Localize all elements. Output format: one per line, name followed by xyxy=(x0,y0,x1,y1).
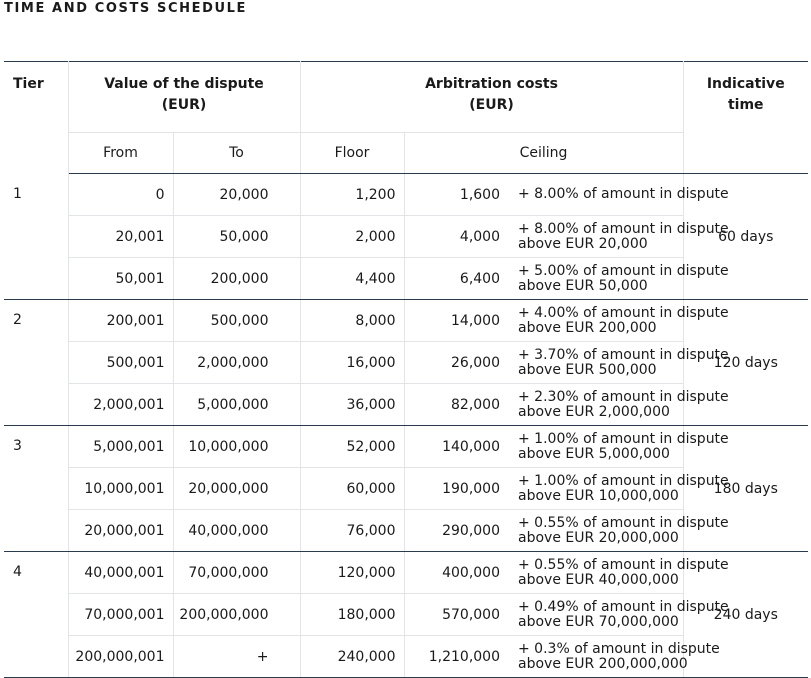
ceiling-note-line2: above EUR 200,000 xyxy=(518,319,657,336)
ceiling-note xyxy=(518,510,729,552)
ceiling-note-line2: above EUR 40,000,000 xyxy=(518,571,679,588)
from-cell: 40,000,001 xyxy=(68,552,173,594)
ceiling-cell: 26,000 xyxy=(404,342,518,384)
floor-cell: 2,000 xyxy=(300,216,404,258)
ceiling-cell: 140,000 xyxy=(442,438,500,455)
ceiling-note-line1: + 0.3% of amount in dispute xyxy=(518,640,720,657)
indicative-time-cell: 120 days xyxy=(683,300,808,426)
ceiling-cell: 6,400 xyxy=(404,258,518,300)
ceiling-cell: 290,000 xyxy=(404,510,518,552)
to-cell: 200,000,000 xyxy=(173,594,300,636)
floor-cell: 1,200 xyxy=(300,174,404,216)
ceiling-note-line2: above EUR 50,000 xyxy=(518,277,648,294)
ceiling-note-line1: + 1.00% of amount in dispute xyxy=(518,472,729,489)
ceiling-note-line2: above EUR 200,000,000 xyxy=(518,655,688,672)
tier-cell: 3 xyxy=(4,426,68,552)
table-row xyxy=(4,426,808,468)
tier-cell: 2 xyxy=(4,300,68,426)
ceiling-note xyxy=(518,300,729,342)
costs-header xyxy=(300,62,683,133)
ceiling-note-line2: above EUR 10,000,000 xyxy=(518,487,679,504)
floor-cell: 52,000 xyxy=(300,426,404,468)
ceiling-note-line1: + 0.55% of amount in dispute xyxy=(518,514,729,531)
floor-cell: 60,000 xyxy=(300,468,404,510)
ceiling-note xyxy=(518,636,720,678)
to-cell: 70,000,000 xyxy=(173,552,300,594)
ceiling-note-line1: + 2.30% of amount in dispute xyxy=(518,388,729,405)
to-cell: 40,000,000 xyxy=(173,510,300,552)
ceiling-note xyxy=(518,552,729,594)
floor-cell: 16,000 xyxy=(300,342,404,384)
to-cell: 5,000,000 xyxy=(173,384,300,426)
from-cell: 200,000,001 xyxy=(68,636,173,678)
header-row xyxy=(4,62,808,133)
table-row xyxy=(4,552,808,594)
ceiling-header: Ceiling xyxy=(404,133,683,174)
ceiling-note xyxy=(518,174,729,216)
ceiling-note-line1: + 0.49% of amount in dispute xyxy=(518,598,729,615)
ceiling-note-line2: above EUR 20,000,000 xyxy=(518,529,679,546)
floor-cell: 8,000 xyxy=(300,300,404,342)
from-header: From xyxy=(68,133,173,174)
tier-header: Tier xyxy=(4,62,68,174)
ceiling-note-line1: + 8.00% of amount in dispute xyxy=(518,186,729,202)
to-cell: 2,000,000 xyxy=(173,342,300,384)
ceiling-note xyxy=(518,342,729,384)
from-cell: 5,000,001 xyxy=(68,426,173,468)
to-cell: 20,000,000 xyxy=(173,468,300,510)
to-header: To xyxy=(173,133,300,174)
indicative-time-cell: 180 days xyxy=(683,426,808,552)
from-cell: 70,000,001 xyxy=(68,594,173,636)
floor-cell: 240,000 xyxy=(300,636,404,678)
ceiling-note xyxy=(518,216,729,258)
to-cell: 500,000 xyxy=(173,300,300,342)
to-cell: 200,000 xyxy=(173,258,300,300)
to-cell: 20,000 xyxy=(173,174,300,216)
floor-cell: 120,000 xyxy=(300,552,404,594)
ceiling-note-line1: + 5.00% of amount in dispute xyxy=(518,262,729,279)
time-header-line1: Indicative xyxy=(706,76,785,92)
table-row xyxy=(4,300,808,342)
ceiling-cell: 1,210,000 xyxy=(404,636,518,678)
to-cell: 50,000 xyxy=(173,216,300,258)
from-cell: 20,000,001 xyxy=(68,510,173,552)
ceiling-note-line1: + 0.55% of amount in dispute xyxy=(518,556,729,573)
ceiling-note-line2: above EUR 20,000 xyxy=(518,235,648,252)
floor-cell: 36,000 xyxy=(300,384,404,426)
ceiling-cell: 82,000 xyxy=(404,384,518,426)
table-body xyxy=(4,174,808,678)
floor-cell: 4,400 xyxy=(300,258,404,300)
floor-header: Floor xyxy=(300,133,404,174)
ceiling-note-line2: above EUR 500,000 xyxy=(518,361,657,378)
ceiling-note-line2: above EUR 5,000,000 xyxy=(518,445,670,462)
ceiling-note xyxy=(518,258,729,300)
value-header-line2: (EUR) xyxy=(161,97,207,113)
tier-cell: 1 xyxy=(4,174,68,300)
costs-header-line2: (EUR) xyxy=(469,97,514,113)
ceiling-note xyxy=(518,384,729,426)
time-header-line2: time xyxy=(727,97,764,113)
ceiling-cell: 1,600 xyxy=(459,186,500,203)
from-cell: 50,001 xyxy=(68,258,173,300)
ceiling-note xyxy=(518,468,729,510)
value-header-line1: Value of the dispute xyxy=(104,76,264,92)
page-title: TIME AND COSTS SCHEDULE xyxy=(4,1,247,16)
value-header xyxy=(68,62,300,133)
ceiling-cell: 570,000 xyxy=(404,594,518,636)
table-row xyxy=(4,174,808,216)
ceiling-note xyxy=(518,426,729,468)
indicative-time-cell: 60 days xyxy=(683,174,808,300)
ceiling-note-line1: + 1.00% of amount in dispute xyxy=(518,430,729,447)
indicative-time-cell: 240 days xyxy=(683,552,808,678)
tier-cell: 4 xyxy=(4,552,68,678)
time-header xyxy=(683,62,808,174)
floor-cell: 180,000 xyxy=(300,594,404,636)
ceiling-cell: 400,000 xyxy=(442,564,500,581)
ceiling-note-line1: + 4.00% of amount in dispute xyxy=(518,304,729,321)
time-costs-table xyxy=(4,61,808,678)
ceiling-note xyxy=(518,594,729,636)
costs-header-line1: Arbitration costs xyxy=(425,76,558,92)
ceiling-cell: 14,000 xyxy=(451,312,500,329)
ceiling-cell: 4,000 xyxy=(404,216,518,258)
from-cell: 200,001 xyxy=(68,300,173,342)
ceiling-note-line2: above EUR 70,000,000 xyxy=(518,613,679,630)
from-cell: 20,001 xyxy=(68,216,173,258)
ceiling-note-line1: + 3.70% of amount in dispute xyxy=(518,346,729,363)
from-cell: 2,000,001 xyxy=(68,384,173,426)
from-cell: 500,001 xyxy=(68,342,173,384)
to-cell: + xyxy=(173,636,300,678)
from-cell: 0 xyxy=(68,174,173,216)
ceiling-note-line2: above EUR 2,000,000 xyxy=(518,403,670,420)
ceiling-note-line1: + 8.00% of amount in dispute xyxy=(518,220,729,237)
from-cell: 10,000,001 xyxy=(68,468,173,510)
to-cell: 10,000,000 xyxy=(173,426,300,468)
floor-cell: 76,000 xyxy=(300,510,404,552)
ceiling-cell: 190,000 xyxy=(404,468,518,510)
